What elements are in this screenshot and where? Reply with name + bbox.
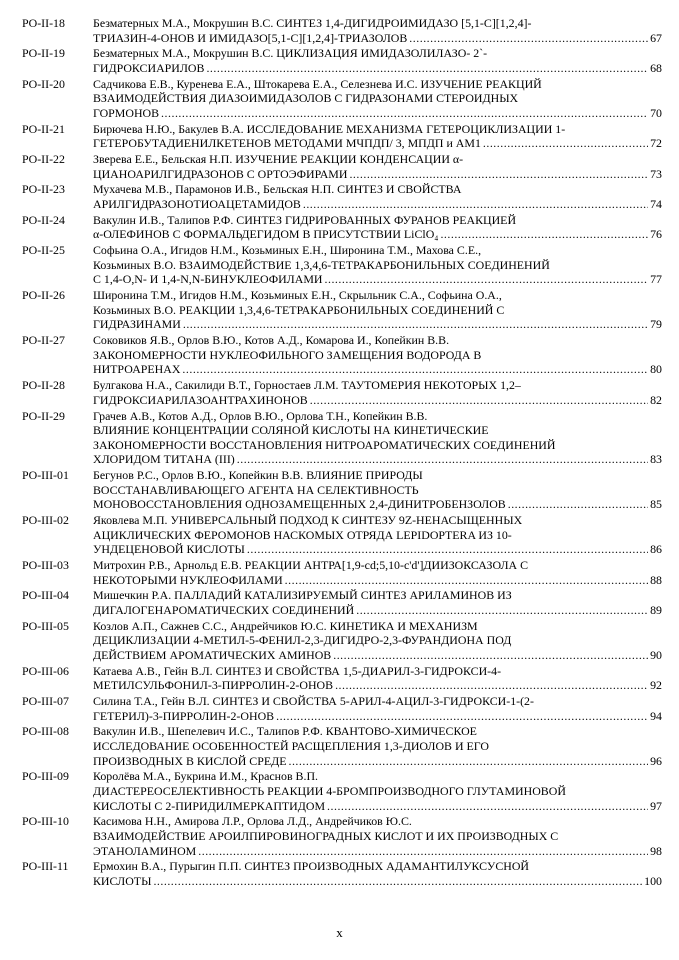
entry-body <box>93 122 662 151</box>
page-reference: 74 <box>650 197 662 212</box>
poster-code: PO-II-25 <box>22 243 65 258</box>
poster-code: PO-III-01 <box>22 468 69 483</box>
toc-entry <box>22 468 662 512</box>
dot-leader <box>327 799 648 814</box>
dot-leader <box>183 317 648 332</box>
dot-leader <box>206 61 648 76</box>
entry-body <box>93 16 662 45</box>
entry-body <box>93 378 662 407</box>
entry-text-line: Широнина Т.М., Игидов Н.М., Козьминых Е.Н., Скрыльник С.А., Софьина О.А., <box>93 288 502 303</box>
entry-text-last: ПРОИЗВОДНЫХ В КИСЛОЙ СРЕДЕ <box>93 753 287 768</box>
poster-code: PO-III-03 <box>22 558 69 572</box>
entry-last-line <box>93 754 662 769</box>
entry-text-line: Соковиков Я.В., Орлов В.Ю., Котов А.Д., Комарова И., Копейкин В.В. <box>93 333 450 348</box>
poster-code: PO-II-29 <box>22 408 65 423</box>
dot-leader <box>237 452 648 467</box>
page-reference: 83 <box>650 452 662 467</box>
toc-entry <box>22 859 662 888</box>
entry-last-line <box>93 362 662 377</box>
poster-code: PO-III-06 <box>22 663 69 678</box>
dot-leader <box>247 542 648 557</box>
entry-text-last: α-ОЛЕФИНОВ С ФОРМАЛЬДЕГИДОМ В ПРИСУТСТВИИ LiClO₄ <box>93 227 439 242</box>
page-reference: 72 <box>650 136 662 151</box>
entry-text-line: Вакулин И.В., Талипов Р.Ф. СИНТЕЗ ГИДРИРОВАННЫХ ФУРАНОВ РЕАКЦИЕЙ <box>93 212 517 227</box>
entry-text-line: Бегунов Р.С., Орлов В.Ю., Копейкин В.В. ВЛИЯНИЕ ПРИРОДЫ <box>93 468 423 483</box>
entry-last-line <box>93 799 662 814</box>
entry-text-line: Мишечкин Р.А. ПАЛЛАДИЙ КАТАЛИЗИРУЕМЫЙ СИНТЕЗ АРИЛАМИНОВ ИЗ <box>93 588 512 603</box>
dot-leader <box>325 272 649 287</box>
toc-entry <box>22 122 662 151</box>
entry-text-line: Вакулин И.В., Шепелевич И.С., Талипов Р.Ф. КВАНТОВО-ХИМИЧЕСКОЕ <box>93 724 477 739</box>
entry-body <box>93 288 662 332</box>
entry-text-line: Булгакова Н.А., Сакилиди В.Т., Горностаев Л.М. ТАУТОМЕРИЯ НЕКОТОРЫХ 1,2– <box>93 378 521 393</box>
entry-body <box>93 152 662 181</box>
page-reference: 85 <box>650 497 662 512</box>
page-reference: 67 <box>650 30 662 45</box>
entry-last-line <box>93 31 662 46</box>
entry-text-last: АРИЛГИДРАЗОНОТИОАЦЕТАМИДОВ <box>93 197 301 212</box>
entry-last-line <box>93 678 662 693</box>
poster-code: PO-II-21 <box>22 121 65 136</box>
toc-entry <box>22 378 662 407</box>
entry-last-line <box>93 106 662 121</box>
entry-body <box>93 664 662 693</box>
entry-last-line <box>93 393 662 408</box>
entry-text-last: КИСЛОТЫ С 2-ПИРИДИЛМЕРКАПТИДОМ <box>93 798 326 813</box>
entry-text-last: КИСЛОТЫ <box>93 873 152 888</box>
entry-text-line: Ермохин В.А., Пурыгин П.П. СИНТЕЗ ПРОИЗВОДНЫХ АДАМАНТИЛУКСУСНОЙ <box>93 859 530 874</box>
entry-text-last: ДЕЙСТВИЕМ АРОМАТИЧЕСКИХ АМИНОВ <box>93 647 332 662</box>
toc-entry <box>22 664 662 693</box>
entry-body <box>93 769 662 813</box>
page-reference: 94 <box>650 708 662 723</box>
toc-entry <box>22 619 662 663</box>
entry-body <box>93 213 662 242</box>
dot-leader <box>303 197 648 212</box>
poster-code: PO-III-02 <box>22 513 69 528</box>
entry-text-last: ЦИАНОАРИЛГИДРАЗОНОВ С ОРТОЭФИРАМИ <box>93 166 348 181</box>
entry-text-last: ГЕТЕРОБУТАДИЕНИЛКЕТЕНОВ МЕТОДАМИ МЧПДП/ 3, МПДП и АМ1 <box>93 136 481 151</box>
entry-text-line: Грачев А.В., Котов А.Д., Орлов В.Ю., Орлова Т.Н., Копейкин В.В. <box>93 408 428 423</box>
entry-last-line <box>93 61 662 76</box>
page-reference: 79 <box>650 317 662 332</box>
entry-body <box>93 724 662 768</box>
dot-leader <box>349 167 648 182</box>
entry-body <box>93 694 662 723</box>
entry-text-line: ВЛИЯНИЕ КОНЦЕНТРАЦИИ СОЛЯНОЙ КИСЛОТЫ НА КИНЕТИЧЕСКИЕ <box>93 423 489 438</box>
entry-text-last: НИТРОАРЕНАХ <box>93 362 181 377</box>
page-reference: 73 <box>650 166 662 181</box>
entry-text-last: ГИДРАЗИНАМИ <box>93 317 181 332</box>
entry-text-last: ГЕТЕРИЛ)-3-ПИРРОЛИН-2-ОНОВ <box>93 708 275 723</box>
entry-text-line: Софьина О.А., Игидов Н.М., Козьминых Е.Н., Широнина Т.М., Махова С.Е., <box>93 243 482 258</box>
page-reference: 82 <box>650 392 662 407</box>
entry-text-line: Катаева А.В., Гейн В.Л. СИНТЕЗ И СВОЙСТВА 1,5-ДИАРИЛ-3-ГИДРОКСИ-4- <box>93 663 502 678</box>
toc-entry <box>22 243 662 287</box>
entry-text-last: НЕКОТОРЫМИ НУКЛЕОФИЛАМИ <box>93 572 283 587</box>
page-reference: 89 <box>650 602 662 617</box>
dot-leader <box>483 136 648 151</box>
page-number: x <box>336 925 343 940</box>
entry-text-line: ВЗАИМОДЕЙСТВИЕ АРОИЛПИРОВИНОГРАДНЫХ КИСЛОТ И ИХ ПРОИЗВОДНЫХ С <box>93 829 559 843</box>
entry-text-last: С 1,4-O,N- И 1,4-N,N-БИНУКЛЕОФИЛАМИ <box>93 272 323 287</box>
entry-text-line: Безматерных М.А., Мокрушин В.С. СИНТЕЗ 1,4-ДИГИДРОИМИДАЗО [5,1-C][1,2,4]- <box>93 16 532 30</box>
entry-last-line <box>93 709 662 724</box>
entry-last-line <box>93 844 662 859</box>
dot-leader <box>198 844 648 859</box>
entry-last-line <box>93 603 662 618</box>
entry-body <box>93 859 662 888</box>
entry-text-line: ВЗАИМОДЕЙСТВИЯ ДИАЗОИМИДАЗОЛОВ С ГИДРАЗОНАМИ СТЕРОИДНЫХ <box>93 91 519 106</box>
poster-code: PO-III-08 <box>22 724 69 739</box>
entry-text-line: Зверева Е.Е., Бельская Н.П. ИЗУЧЕНИЕ РЕАКЦИИ КОНДЕНСАЦИИ α- <box>93 152 464 167</box>
entry-text-last: ХЛОРИДОМ ТИТАНА (III) <box>93 452 235 467</box>
toc-entry <box>22 694 662 723</box>
dot-leader <box>153 874 642 889</box>
poster-code: PO-II-26 <box>22 288 65 303</box>
page-reference: 90 <box>650 647 662 662</box>
entry-body <box>93 182 662 211</box>
entry-text-line: ЗАКОНОМЕРНОСТИ НУКЛЕОФИЛЬНОГО ЗАМЕЩЕНИЯ ВОДОРОДА В <box>93 347 482 362</box>
page-reference: 68 <box>650 60 662 75</box>
page-reference: 97 <box>650 798 662 813</box>
dot-leader <box>182 362 648 377</box>
entry-text-line: Безматерных М.А., Мокрушин В.С. ЦИКЛИЗАЦИЯ ИМИДАЗОЛИЛАЗО- 2`- <box>93 46 488 61</box>
toc-entry <box>22 769 662 813</box>
toc-entry <box>22 558 662 587</box>
entry-last-line <box>93 542 662 557</box>
entry-text-line: Яковлева М.П. УНИВЕРСАЛЬНЫЙ ПОДХОД К СИНТЕЗУ 9Z-НЕНАСЫЩЕННЫХ <box>93 513 523 528</box>
poster-code: PO-II-20 <box>22 76 65 91</box>
entry-text-line: Силина Т.А., Гейн В.Л. СИНТЕЗ И СВОЙСТВА 5-АРИЛ-4-АЦИЛ-3-ГИДРОКСИ-1-(2- <box>93 694 534 709</box>
entry-text-line: ДЕЦИКЛИЗАЦИИ 4-МЕТИЛ-5-ФЕНИЛ-2,3-ДИГИДРО-2,3-ФУРАНДИОНА ПОД <box>93 633 512 648</box>
entry-body <box>93 513 662 557</box>
page-reference: 70 <box>650 105 662 120</box>
poster-code: PO-III-04 <box>22 588 69 603</box>
entry-text-line: Мухачева М.В., Парамонов И.В., Бельская Н.П. СИНТЕЗ И СВОЙСТВА <box>93 182 462 197</box>
entry-text-line: Митрохин Р.В., Арнольд Е.В. РЕАКЦИИ АНТРА[1,9-cd;5,10-c'd']ДИИЗОКСАЗОЛА С <box>93 558 529 572</box>
entry-last-line <box>93 874 662 889</box>
poster-code: PO-II-24 <box>22 212 65 227</box>
entry-text-line: Бирючева Н.Ю., Бакулев В.А. ИССЛЕДОВАНИЕ МЕХАНИЗМА ГЕТЕРОЦИКЛИЗАЦИИ 1- <box>93 121 566 136</box>
entry-text-line: АЦИКЛИЧЕСКИХ ФЕРОМОНОВ НАСКОМЫХ ОТРЯДА LEPIDOPTERA ИЗ 10- <box>93 527 512 542</box>
toc-entry <box>22 288 662 332</box>
poster-code: PO-II-22 <box>22 152 65 167</box>
entry-text-last: ГИДРОКСИАРИЛОВ <box>93 60 205 75</box>
entry-text-line: ИССЛЕДОВАНИЕ ОСОБЕННОСТЕЙ РАСЩЕПЛЕНИЯ 1,3-ДИОЛОВ И ЕГО <box>93 739 489 754</box>
entry-body <box>93 77 662 121</box>
dot-leader <box>356 603 648 618</box>
entry-text-line: Касимова Н.Н., Амирова Л.Р., Орлова Л.Д., Андрейчиков Ю.С. <box>93 814 412 829</box>
toc-entry <box>22 814 662 858</box>
entry-last-line <box>93 227 662 242</box>
toc-entry <box>22 724 662 768</box>
page-reference: 88 <box>650 572 662 587</box>
poster-code: PO-III-10 <box>22 814 69 829</box>
page-reference: 100 <box>644 873 662 888</box>
entry-body <box>93 409 662 467</box>
entry-body <box>93 619 662 663</box>
entry-last-line <box>93 167 662 182</box>
dot-leader <box>310 393 648 408</box>
dot-leader <box>333 648 648 663</box>
entry-text-last: ТРИАЗИН-4-ОНОВ И ИМИДАЗО[5,1-C][1,2,4]-ТРИАЗОЛОВ <box>93 30 408 45</box>
poster-code: PO-II-23 <box>22 182 65 197</box>
entry-last-line <box>93 648 662 663</box>
entry-text-last: ДИГАЛОГЕНАРОМАТИЧЕСКИХ СОЕДИНЕНИЙ <box>93 602 355 617</box>
dot-leader <box>409 31 648 46</box>
entry-last-line <box>93 573 662 588</box>
entry-body <box>93 243 662 287</box>
page-reference: 77 <box>650 272 662 287</box>
entry-text-line: ЗАКОНОМЕРНОСТИ ВОССТАНОВЛЕНИЯ НИТРОАРОМАТИЧЕСКИХ СОЕДИНЕНИЙ <box>93 437 556 452</box>
entry-text-line: Козьминых В.О. РЕАКЦИИ 1,3,4,6-ТЕТРАКАРБОНИЛЬНЫХ СОЕДИНЕНИЙ С <box>93 302 505 317</box>
page-reference: 96 <box>650 753 662 768</box>
toc-entry <box>22 182 662 211</box>
entry-last-line <box>93 272 662 287</box>
poster-code: PO-III-09 <box>22 769 69 784</box>
poster-code: PO-II-28 <box>22 378 65 393</box>
toc-entry <box>22 46 662 75</box>
page-reference: 98 <box>650 843 662 858</box>
entry-last-line <box>93 452 662 467</box>
dot-leader <box>285 573 648 588</box>
entry-text-line: Королёва М.А., Букрина И.М., Краснов В.П. <box>93 769 319 784</box>
entry-body <box>93 333 662 377</box>
dot-leader <box>440 227 648 242</box>
toc-entry <box>22 16 662 45</box>
page-reference: 92 <box>650 678 662 693</box>
entry-text-last: ГИДРОКСИАРИЛАЗОАНТРАХИНОНОВ <box>93 392 308 407</box>
entry-body <box>93 558 662 587</box>
entry-body <box>93 588 662 617</box>
page-reference: 86 <box>650 542 662 557</box>
entry-body <box>93 468 662 512</box>
entry-body <box>93 46 662 75</box>
dot-leader <box>508 497 648 512</box>
entry-text-line: Козлов А.П., Сажнев С.С., Андрейчиков Ю.С. КИНЕТИКА И МЕХАНИЗМ <box>93 618 478 633</box>
entry-text-line: ВОССТАНАВЛИВАЮЩЕГО АГЕНТА НА СЕЛЕКТИВНОСТЬ <box>93 482 419 497</box>
poster-code: PO-II-18 <box>22 16 65 30</box>
poster-code: PO-II-27 <box>22 333 65 348</box>
dot-leader <box>288 754 648 769</box>
entry-text-last: УНДЕЦЕНОВОЙ КИСЛОТЫ <box>93 542 245 557</box>
entry-body <box>93 814 662 858</box>
toc-entry <box>22 77 662 121</box>
poster-code: PO-III-11 <box>22 859 69 874</box>
entry-text-line: Козьминых В.О. ВЗАИМОДЕЙСТВИЕ 1,3,4,6-ТЕТРАКАРБОНИЛЬНЫХ СОЕДИНЕНИЙ <box>93 257 550 272</box>
toc-entry <box>22 409 662 467</box>
entry-text-last: МЕТИЛСУЛЬФОНИЛ-3-ПИРРОЛИН-2-ОНОВ <box>93 678 334 693</box>
toc-entry <box>22 333 662 377</box>
toc-entry <box>22 213 662 242</box>
entry-text-line: ДИАСТЕРЕОСЕЛЕКТИВНОСТЬ РЕАКЦИИ 4-БРОМПРОИЗВОДНОГО ГЛУТАМИНОВОЙ <box>93 784 566 799</box>
toc-entry <box>22 152 662 181</box>
entry-last-line <box>93 497 662 512</box>
entry-last-line <box>93 317 662 332</box>
entry-text-last: ЭТАНОЛАМИНОМ <box>93 843 197 858</box>
toc-entry <box>22 588 662 617</box>
entry-text-last: МОНОВОССТАНОВЛЕНИЯ ОДНОЗАМЕЩЕННЫХ 2,4-ДИНИТРОБЕНЗОЛОВ <box>93 497 506 512</box>
dot-leader <box>335 678 648 693</box>
entry-last-line <box>93 197 662 212</box>
poster-code: PO-III-07 <box>22 694 69 709</box>
entry-last-line <box>93 136 662 151</box>
entry-text-last: ГОРМОНОВ <box>93 105 160 120</box>
entry-text-line: Садчикова Е.В., Куренева Е.А., Штокарева Е.А., Селезнева И.С. ИЗУЧЕНИЕ РЕАКЦИЙ <box>93 76 542 91</box>
page-reference: 76 <box>650 227 662 242</box>
page-reference: 80 <box>650 362 662 377</box>
toc-entry <box>22 513 662 557</box>
table-of-contents <box>22 16 662 890</box>
poster-code: PO-III-05 <box>22 618 69 633</box>
dot-leader <box>276 709 648 724</box>
dot-leader <box>161 106 648 121</box>
poster-code: PO-II-19 <box>22 46 65 61</box>
